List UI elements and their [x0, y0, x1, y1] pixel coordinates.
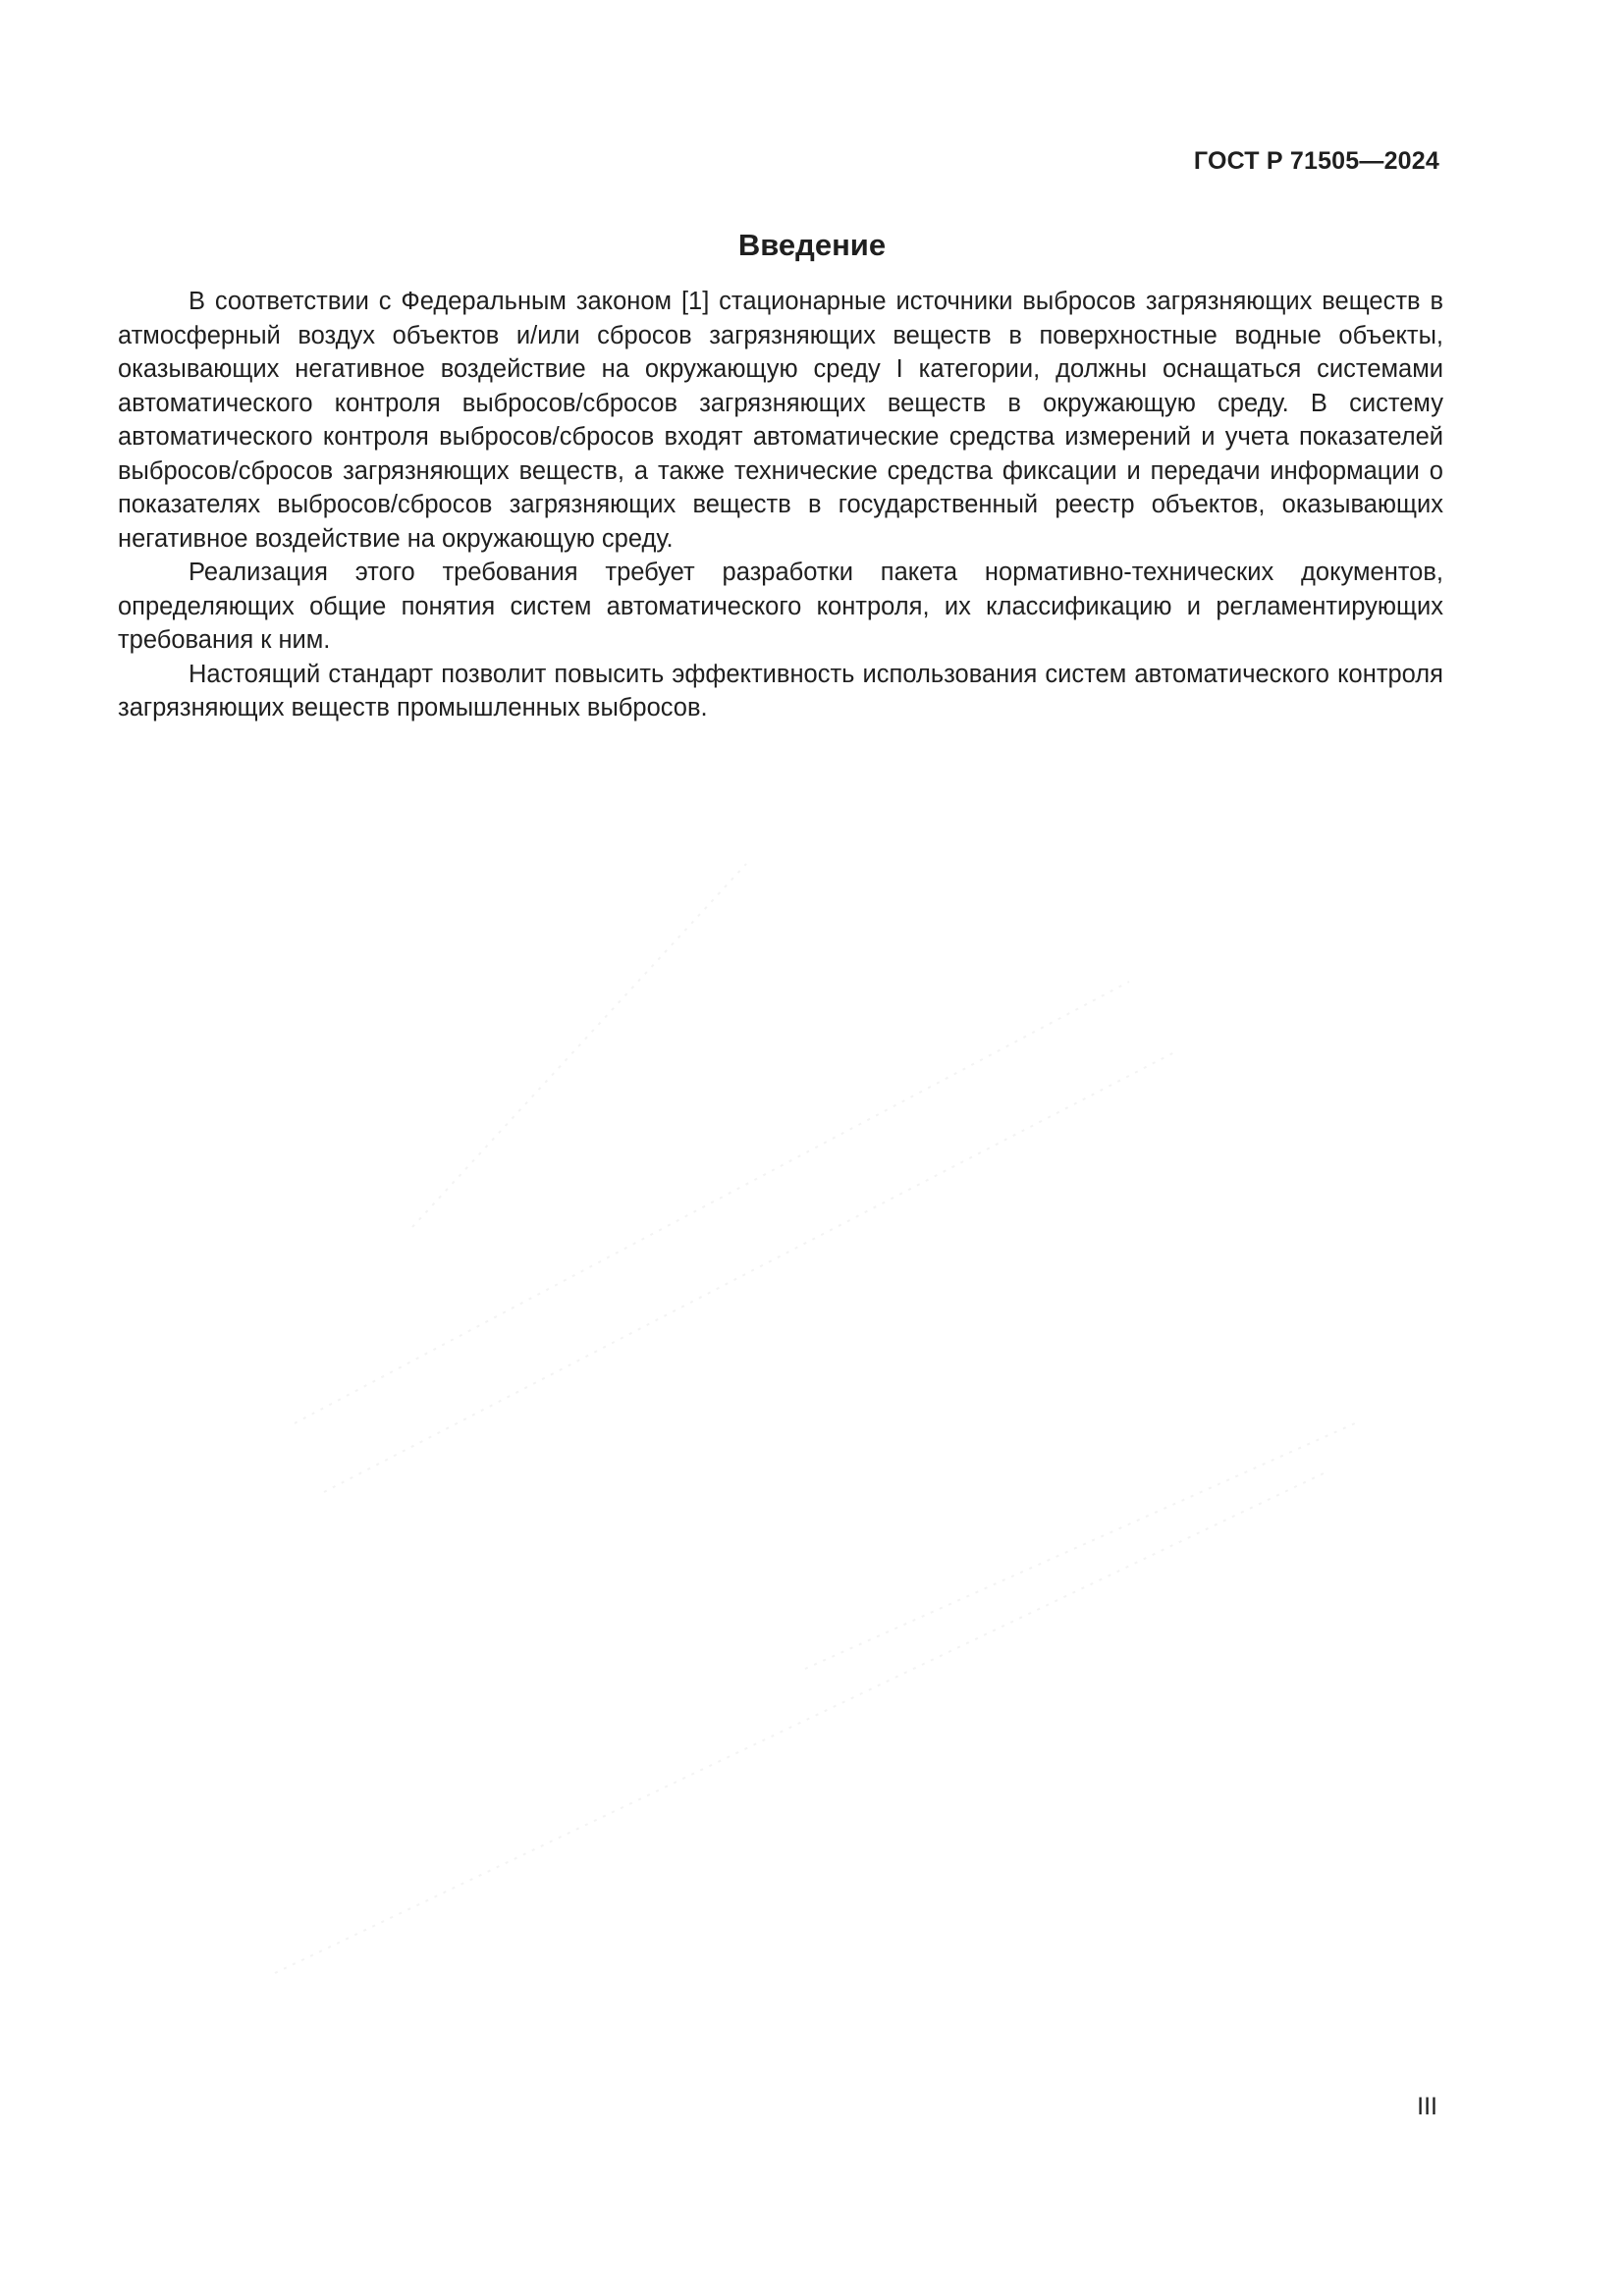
paragraph: Настоящий стандарт позволит повысить эффективность использования систем автоматического контроля загрязняющих веществ промышленных выбросов. [118, 660, 1443, 721]
introduction-body [118, 285, 1443, 725]
section-title: Введение [737, 228, 887, 262]
paragraph: Реализация этого требования требует разработки пакета нормативно-технических документов, определяющих общие понятия систем автоматического контроля, их классификацию и регламентирующих требования к ним. [118, 559, 1443, 654]
document-id-header: ГОСТ Р 71505—2024 [1193, 147, 1439, 175]
page-number: III [1417, 2093, 1437, 2120]
paragraph: В соответствии с Федеральным законом [1] стационарные источники выбросов загрязняющих веществ в атмосферный воздух объектов и/или сбросов загрязняющих веществ в поверхностные водные объекты, оказывающих негативное воздействие на окружающую среду I категории, должны оснащаться системами автоматического контроля выбросов/сбросов загрязняющих веществ в окружающую среду. В систему автоматического контроля выбросов/сбросов входят автоматические средства измерений и учета показателей выбросов/сбросов загрязняющих веществ, а также технические средства фиксации и передачи информации о показателях выбросов/сбросов загрязняющих веществ в государственный реестр объектов, оказывающих негативное воздействие на окружающую среду. [118, 288, 1443, 553]
